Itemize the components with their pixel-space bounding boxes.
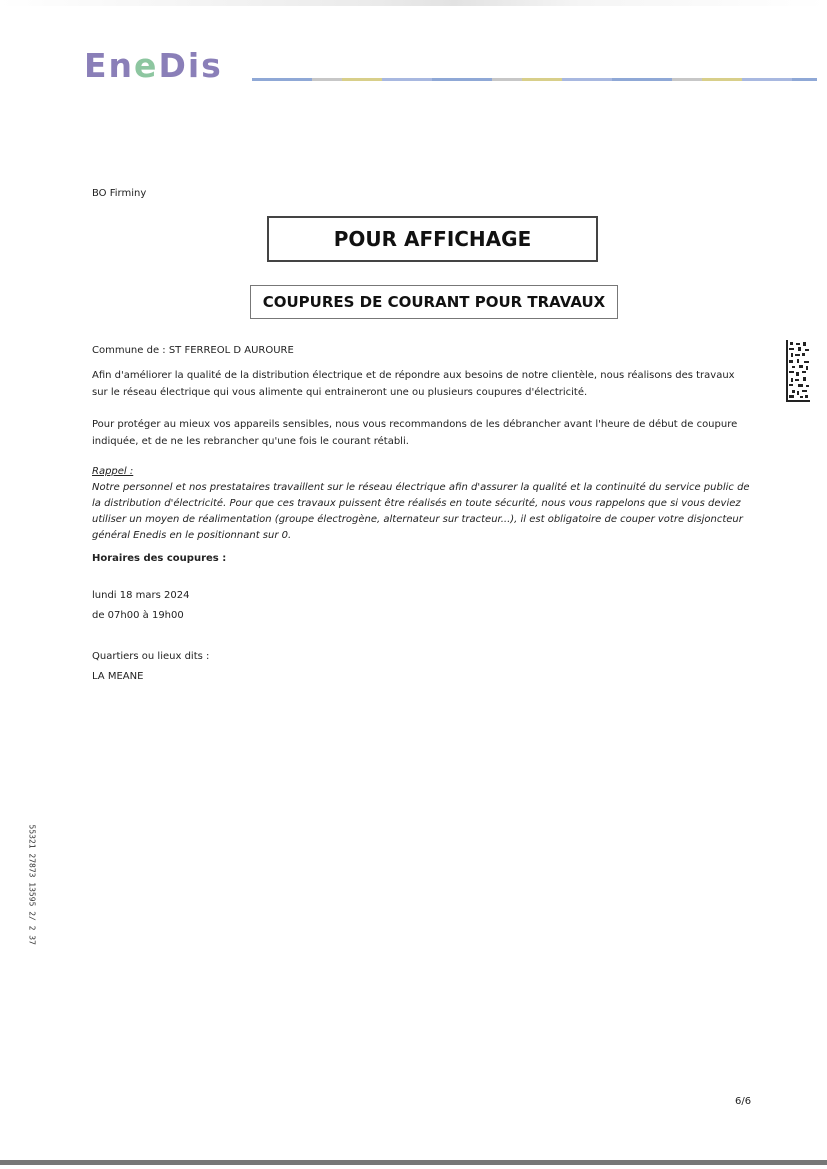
districts-value: LA MEANE xyxy=(92,671,144,682)
reminder-title: Rappel : xyxy=(92,466,134,477)
subheadline-box xyxy=(250,285,618,319)
headline: POUR AFFICHAGE xyxy=(333,227,532,251)
enedis-logo: EneDis xyxy=(84,46,223,85)
commune-line: Commune de : ST FERREOL D AUROURE xyxy=(92,345,294,356)
logo-divider-line xyxy=(252,78,817,81)
subheadline: COUPURES DE COURANT POUR TRAVAUX xyxy=(262,293,606,311)
datamatrix-code-icon xyxy=(786,340,810,402)
page-number: 6/6 xyxy=(735,1096,752,1107)
reminder-block xyxy=(92,464,752,544)
outage-hours: de 07h00 à 19h00 xyxy=(92,610,184,621)
sender-office: BO Firminy xyxy=(92,188,147,199)
districts-label: Quartiers ou lieux dits : xyxy=(92,651,210,662)
advice-paragraph: Pour protéger au mieux vos appareils sensibles, nous vous recommandons de les débrancher avant l'heure de début de coupure indiquée, et de ne les rebrancher qu'une fois le courant rétabli. xyxy=(92,419,738,447)
scan-edge-bottom xyxy=(0,1160,827,1165)
side-tracking-code: 55321 27873 13595 2/ 2 37 xyxy=(27,824,37,945)
scan-edge-top xyxy=(0,0,827,6)
headline-box xyxy=(267,216,598,262)
reminder-body: Notre personnel et nos prestataires travaillent sur le réseau électrique afin d'assurer la qualité et la continuité du service public de la distribution d'électricité. Pour que ces travaux puissent être réalisés en toute sécurité, nous vous rappelons que si vous deviez utiliser un moyen de réalimentation (groupe électrogène, alternateur sur tracteur...), il est obligatoire de couper votre disjoncteur général Enedis en le positionnant sur 0. xyxy=(92,482,750,541)
intro-paragraph: Afin d'améliorer la qualité de la distribution électrique et de répondre aux besoins de notre clientèle, nous réalisons des travaux sur le réseau électrique qui vous alimente qui entraineront une ou plusieurs coupures d'électricité. xyxy=(92,370,735,398)
outage-date: lundi 18 mars 2024 xyxy=(92,590,190,601)
schedule-title: Horaires des coupures : xyxy=(92,553,227,564)
